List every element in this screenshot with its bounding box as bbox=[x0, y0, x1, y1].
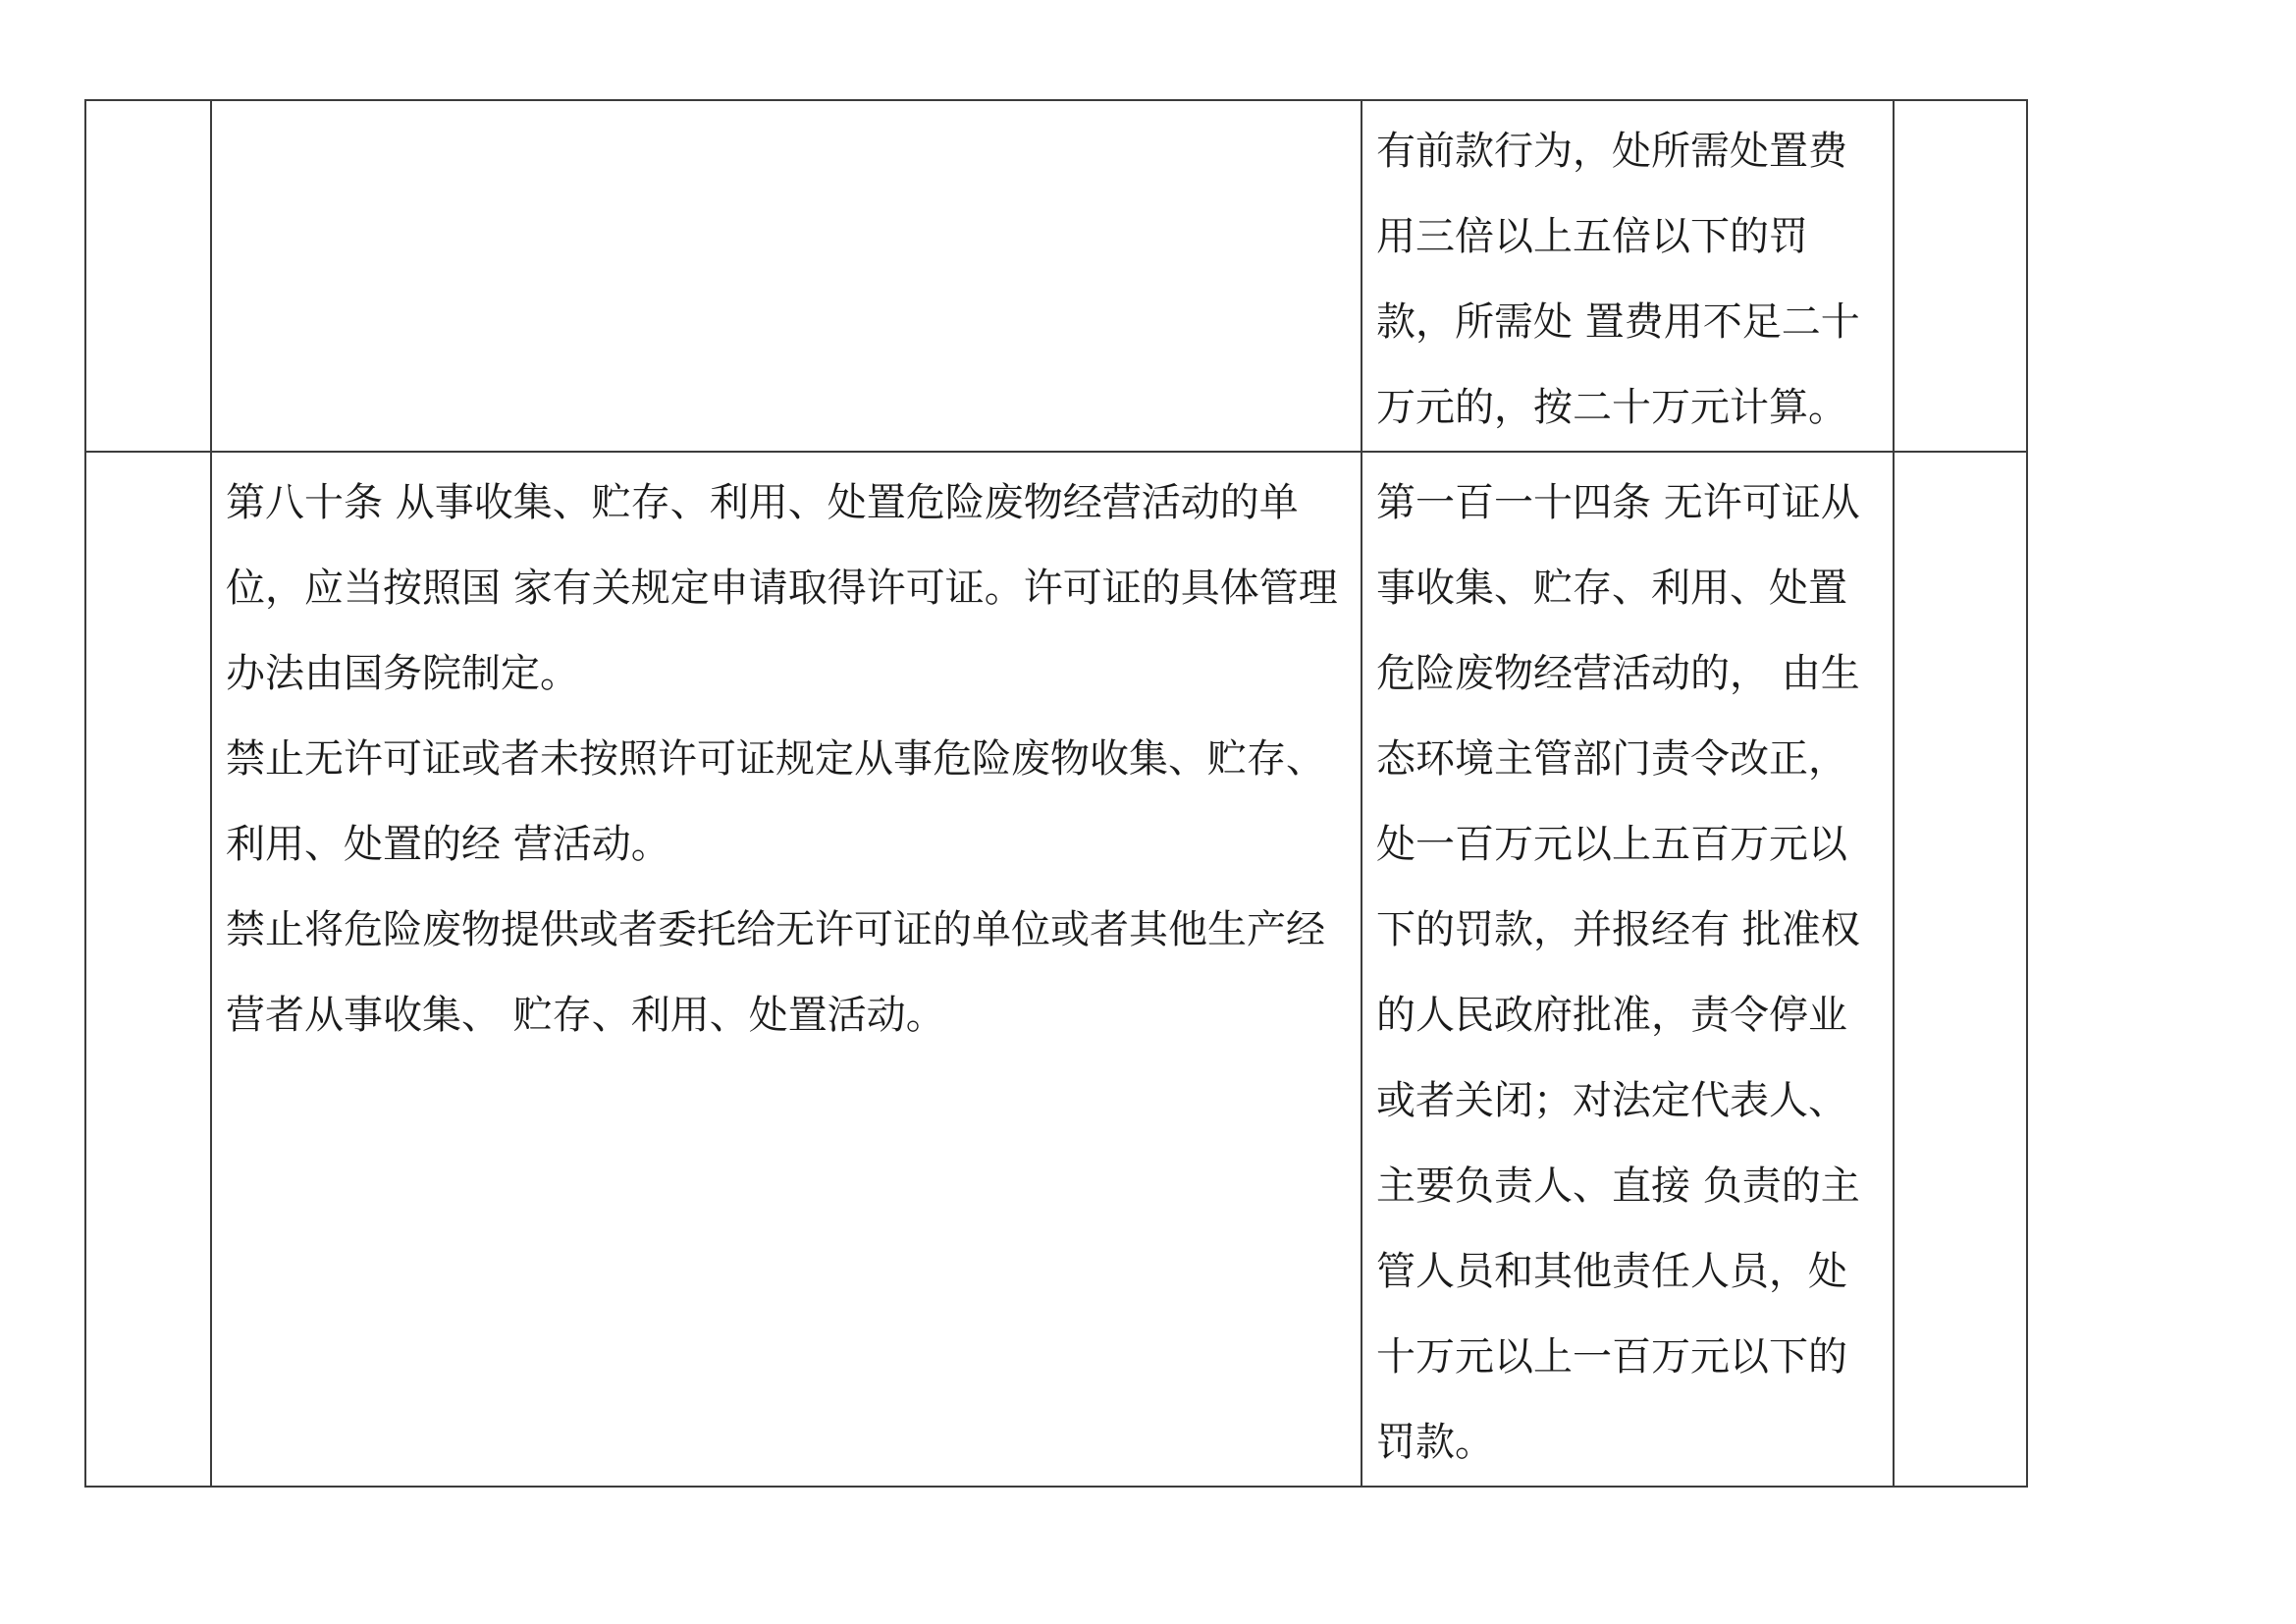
table-row bbox=[85, 452, 2027, 1487]
table-cell-index bbox=[85, 452, 211, 1487]
penalty-paragraph: 第一百一十四条 无许可证从事收集、贮存、利用、处置危险废物经营活动的， 由生态环境主管部门责令改正，处一百万元以上五百万元以下的罚款，并报经有 批准权的人民政府批准，责令停业或者关闭；对法定代表人、主要负责人、直接 负责的主管人员和其他责任人员，处十万元以上一百万元以下的罚款。 bbox=[1376, 480, 1860, 1465]
provision-paragraph: 禁止将危险废物提供或者委托给无许可证的单位或者其他生产经营者从事收集、 贮存、利用、处置活动。 bbox=[226, 907, 1325, 1038]
table-cell-penalty bbox=[1362, 100, 1894, 452]
table-row bbox=[85, 100, 2027, 452]
document-table bbox=[84, 99, 2028, 1488]
table-cell-index bbox=[85, 100, 211, 452]
table-cell-remarks bbox=[1894, 452, 2027, 1487]
provision-paragraph: 第八十条 从事收集、贮存、利用、处置危险废物经营活动的单位，应当按照国 家有关规定申请取得许可证。许可证的具体管理办法由国务院制定。 bbox=[226, 480, 1338, 696]
penalty-paragraph: 有前款行为，处所需处置费用三倍以上五倍以下的罚款，所需处 置费用不足二十万元的，按二十万元计算。 bbox=[1376, 129, 1860, 430]
provision-paragraph: 禁止无许可证或者未按照许可证规定从事危险废物收集、贮存、利用、处置的经 营活动。 bbox=[226, 736, 1325, 867]
table-cell-remarks bbox=[1894, 100, 2027, 452]
table-cell-provision bbox=[211, 452, 1362, 1487]
table-cell-provision bbox=[211, 100, 1362, 452]
table-cell-penalty bbox=[1362, 452, 1894, 1487]
